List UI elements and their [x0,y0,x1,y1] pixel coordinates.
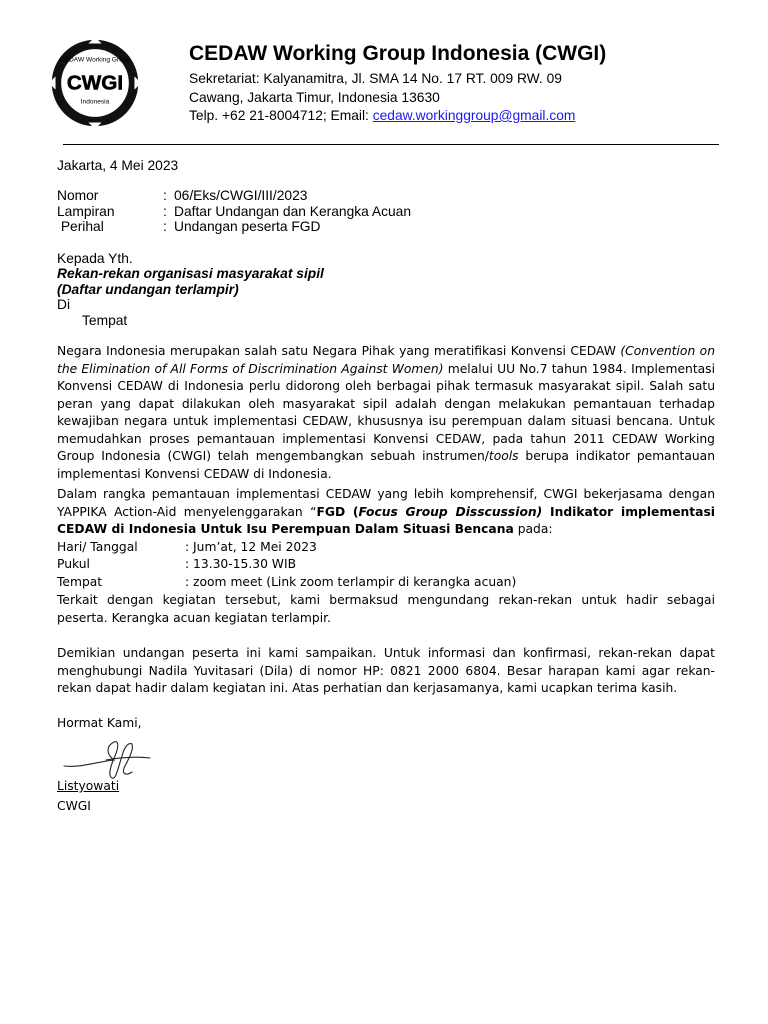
closing-salutation: Hormat Kami, [57,716,142,730]
organization-name: CEDAW Working Group Indonesia (CWGI) [189,42,607,65]
reference-label: Perihal [57,219,104,234]
body-paragraph: Negara Indonesia merupakan salah satu Negara Pihak yang meratifikasi Konvensi CEDAW (Convention on the Elimination of All Forms of Discrimination Against Women) melalui UU No.7 tahun 1984. Implementasi Konvensi CEDAW di Indonesia perlu didorong oleh berbagai pihak termasuk masyarakat sipil. Salah satu peran yang dapat dilakukan oleh masyarakat sipil adalah dengan melakukan pemantauan terhadap kewajiban negara untuk implementasi CEDAW, khususnya isu perempuan dalam situasi bencana. Untuk memudahkan proses pemantauan implementasi Konvensi CEDAW, pada tahun 2011 CEDAW Working Group Indonesia (CWGI) telah mengembangkan sebuah instrumen/tools berupa indikator pemantauan implementasi Konvensi CEDAW di Indonesia. [57,344,715,481]
contact-line [189,108,575,123]
schedule-value: : zoom meet (Link zoom terlampir di kerangka acuan) [185,575,517,589]
recipient-di: Di [57,297,71,312]
address-line: Sekretariat: Kalyanamitra, Jl. SMA 14 No. 17 RT. 009 RW. 09 [189,71,562,86]
schedule-label: Tempat [57,575,103,589]
reference-label: Nomor [57,188,99,203]
reference-colon: : [163,204,167,219]
signer-organization: CWGI [57,799,91,813]
logo-wordmark: CWGI [66,71,124,95]
schedule-value: : Jum’at, 12 Mei 2023 [185,540,317,554]
reference-value: Daftar Undangan dan Kerangka Acuan [174,204,412,219]
schedule-label: Hari/ Tanggal [57,540,138,554]
recipient-place: Tempat [82,313,128,328]
svg-text:Indonesia: Indonesia [80,98,110,106]
reference-label: Lampiran [57,204,115,219]
header-divider [63,144,719,145]
body-paragraph: Dalam rangka pemantauan implementasi CEDAW yang lebih komprehensif, CWGI bekerjasama dengan YAPPIKA Action-Aid menyelenggarakan “FGD (Focus Group Disscussion) Indikator implementasi CEDAW di Indonesia Untuk Isu Perempuan Dalam Situasi Bencana pada: [57,487,715,536]
reference-value: Undangan peserta FGD [174,219,321,234]
handwritten-signature [62,738,156,782]
contact-prefix: Telp. +62 21-8004712; Email: [189,108,373,123]
recipient-greeting: Kepada Yth. [57,251,133,266]
signer-name: Listyowati [57,779,120,793]
schedule-label: Pukul [57,557,90,571]
letter-date: Jakarta, 4 Mei 2023 [57,158,179,173]
svg-text:CEDAW Working Group: CEDAW Working Group [59,56,131,64]
recipient-name: Rekan-rekan organisasi masyarakat sipil [57,266,324,281]
cwgi-logo [48,36,142,130]
body-paragraph: Demikian undangan peserta ini kami sampaikan. Untuk informasi dan konfirmasi, rekan-rekan dapat menghubungi Nadila Yuvitasari (Dila) di nomor HP: 0821 2000 6804. Besar harapan kami agar rekan-rekan dapat hadir dalam kegiatan ini. Atas perhatian dan kerjasamanya, kami ucapkan terima kasih. [57,646,715,695]
reference-colon: : [163,219,167,234]
address-line: Cawang, Jakarta Timur, Indonesia 13630 [189,90,440,105]
body-paragraph: Terkait dengan kegiatan tersebut, kami bermaksud mengundang rekan-rekan untuk hadir sebagai peserta. Kerangka acuan kegiatan terlampir. [57,593,715,625]
reference-value: 06/Eks/CWGI/III/2023 [174,188,308,203]
recipient-note: (Daftar undangan terlampir) [57,282,239,297]
email-link[interactable]: cedaw.workinggroup@gmail.com [372,108,576,123]
reference-colon: : [163,188,167,203]
schedule-value: : 13.30-15.30 WIB [185,557,297,571]
